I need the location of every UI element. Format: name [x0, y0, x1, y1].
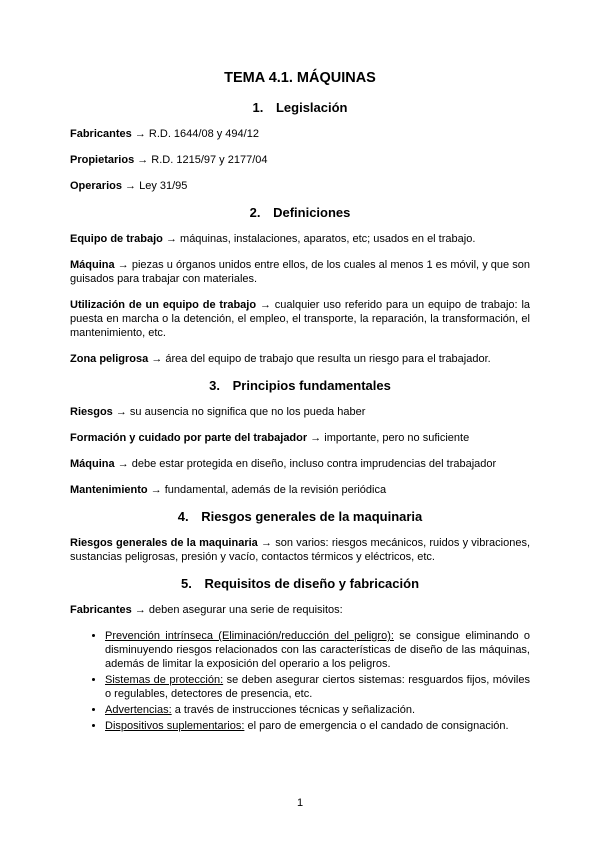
term-label: Formación y cuidado por parte del trabajador [70, 432, 308, 444]
heading-label: Definiciones [273, 205, 351, 220]
definition-paragraph [70, 536, 530, 564]
definition-paragraph [70, 179, 530, 193]
term-text: → importante, pero no suficiente [310, 432, 470, 444]
section-riesgos-generales [70, 509, 530, 564]
term-label: Zona peligrosa [70, 353, 149, 365]
section-definiciones [70, 205, 530, 366]
definition-paragraph [70, 352, 530, 366]
page-number: 1 [296, 797, 304, 809]
definition-paragraph [70, 153, 530, 167]
section-principios [70, 378, 530, 497]
list-item [105, 719, 530, 733]
section-heading [70, 205, 530, 221]
term-text: → área del equipo de trabajo que resulta un riesgo para el trabajador. [151, 353, 491, 365]
section-heading [70, 378, 530, 394]
section-heading [70, 100, 530, 116]
term-text: → su ausencia no significa que no los pueda haber [115, 406, 366, 418]
bullet-text: se consigue eliminando o disminuyendo riesgos relacionados con las características de diseño de las máquinas, además de limitar la exposición del operario a los peligros. [105, 630, 531, 670]
definition-paragraph [70, 298, 530, 340]
definition-paragraph [70, 431, 530, 445]
term-label: Máquina [70, 259, 115, 271]
bullet-lead: Dispositivos suplementarios: [105, 720, 245, 732]
bullet-text: a través de instrucciones técnicas y señalización. [174, 704, 416, 716]
term-text: → debe estar protegida en diseño, incluso contra imprudencias del trabajador [117, 458, 497, 470]
term-label: Operarios [70, 180, 122, 192]
heading-number: 5. [180, 576, 192, 591]
bullet-text: el paro de emergencia o el candado de consignación. [247, 720, 509, 732]
bullet-lead: Advertencias: [105, 704, 172, 716]
definition-paragraph [70, 603, 530, 617]
term-label: Utilización de un equipo de trabajo [70, 299, 257, 311]
list-item [105, 673, 530, 701]
list-item [105, 703, 530, 717]
term-text: → R.D. 1215/97 y 2177/04 [137, 154, 268, 166]
definition-paragraph [70, 232, 530, 246]
term-label: Fabricantes [70, 604, 132, 616]
term-label: Mantenimiento [70, 484, 148, 496]
term-label: Propietarios [70, 154, 135, 166]
section-legislacion [70, 100, 530, 193]
heading-number: 3. [209, 378, 220, 393]
term-text: → deben asegurar una serie de requisitos: [134, 604, 343, 616]
term-text: → son varios: riesgos mecánicos, ruidos y vibraciones, sustancias peligrosas, presión y vacío, contactos térmicos y eléctricos, etc. [70, 537, 531, 563]
definition-paragraph [70, 405, 530, 419]
term-label: Fabricantes [70, 128, 132, 140]
definition-paragraph [70, 457, 530, 471]
requirements-bullet-list [70, 629, 530, 733]
document-title: TEMA 4.1. MÁQUINAS [224, 70, 376, 86]
term-text: → cualquier uso referido para un equipo de trabajo: la puesta en marcha o la detención, el empleo, el transporte, la reparación, la transformación, el mantenimiento, etc. [70, 299, 531, 339]
bullet-text: se deben asegurar ciertos sistemas: resguardos fijos, móviles o regulables, detectores de presencia, etc. [105, 674, 530, 700]
section-heading [70, 509, 530, 525]
term-text: → R.D. 1644/08 y 494/12 [134, 128, 259, 140]
term-label: Equipo de trabajo [70, 233, 163, 245]
heading-label: Requisitos de diseño y fabricación [204, 576, 420, 591]
term-label: Riesgos [70, 406, 113, 418]
section-requisitos [70, 576, 530, 733]
heading-label: Principios fundamentales [232, 378, 391, 393]
heading-number: 1. [252, 100, 264, 115]
term-label: Máquina [70, 458, 115, 470]
term-label: Riesgos generales de la maquinaria [70, 537, 258, 549]
list-item [105, 629, 530, 671]
term-text: → máquinas, instalaciones, aparatos, etc; usados en el trabajo. [165, 233, 476, 245]
heading-number: 4. [177, 509, 189, 524]
definition-paragraph [70, 258, 530, 286]
term-text: → fundamental, además de la revisión periódica [150, 484, 387, 496]
definition-paragraph [70, 483, 530, 497]
heading-label: Legislación [275, 100, 348, 115]
term-text: → Ley 31/95 [125, 180, 188, 192]
heading-label: Riesgos generales de la maquinaria [201, 509, 423, 524]
definition-paragraph [70, 127, 530, 141]
term-text: → piezas u órganos unidos entre ellos, de los cuales al menos 1 es móvil, y que son guisados para trabajar con materiales. [70, 259, 530, 285]
bullet-lead: Sistemas de protección: [105, 674, 224, 686]
heading-number: 2. [249, 205, 261, 220]
section-heading [70, 576, 530, 592]
bullet-lead: Prevención intrínseca (Eliminación/reducción del peligro): [105, 630, 394, 642]
